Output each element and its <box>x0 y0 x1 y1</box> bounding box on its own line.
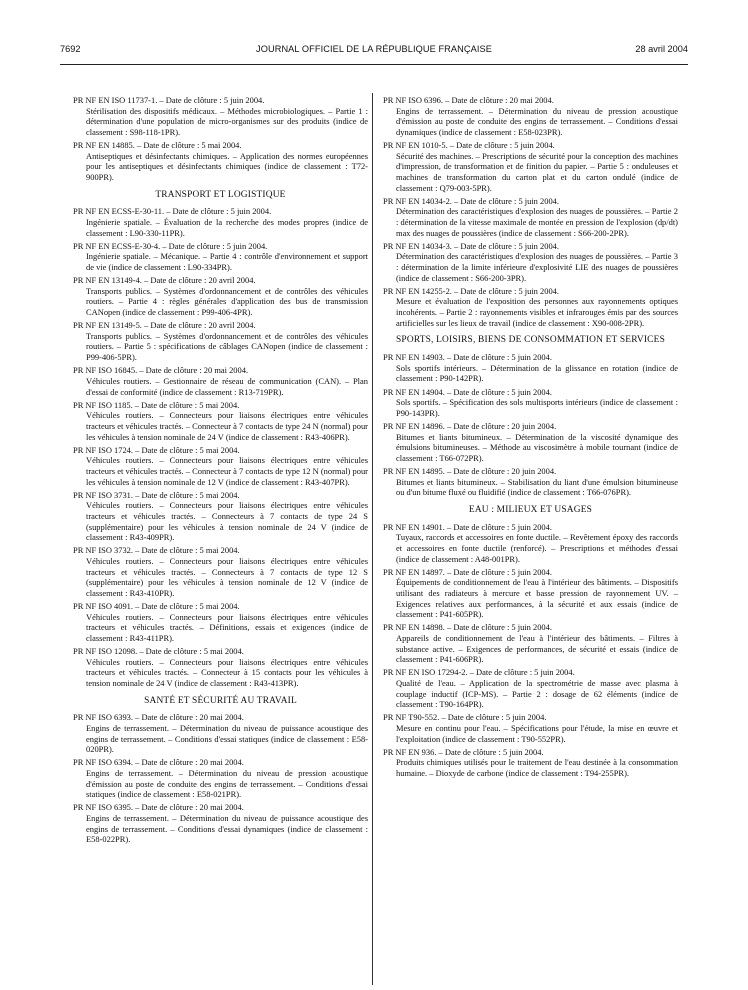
entry-reference: PR NF EN 14255-2. – Date de clôture : 5 juin 2004. <box>383 285 559 296</box>
entry-description: Qualité de l'eau. – Application de la spectrométrie de masse avec plasma à couplage inductif (ICP-MS). – Partie 2 : dosage de 62 éléments (indice de classement : T90-164PR). <box>396 678 678 710</box>
entry-description: Véhicules routiers. – Connecteurs pour liaisons électriques entre véhicules tracteurs et véhicules tractés. – Connecteurs à 7 contacts de type 24 S (supplémentaire) pour les véhicules à tension nominale de 24 V (indice de classement : R43-409PR). <box>86 500 368 543</box>
entry-reference: PR NF EN 14897. – Date de clôture : 5 juin 2004. <box>383 566 552 577</box>
standard-entry <box>383 466 678 498</box>
standard-entry <box>73 601 368 644</box>
entry-description: Bitumes et liants bitumineux. – Stabilisation du liant d'une émulsion bitumineuse ou d'un bitume fluxé ou fluidifié (indice de classement : T66-076PR). <box>396 476 678 498</box>
entry-description: Sols sportifs intérieurs. – Détermination de la glissance en rotation (indice de classement : P90-142PR). <box>396 362 678 384</box>
entry-reference: PR NF ISO 12098. – Date de clôture : 5 mai 2004. <box>73 645 244 656</box>
entry-reference: PR NF EN 14896. – Date de clôture : 20 juin 2004. <box>383 420 557 431</box>
section-heading: SANTÉ ET SÉCURITÉ AU TRAVAIL <box>144 695 297 706</box>
entry-reference: PR NF ISO 6393. – Date de clôture : 20 mai 2004. <box>73 712 244 723</box>
standard-entry <box>383 286 678 329</box>
entry-description: Véhicules routiers. – Connecteurs pour liaisons électriques entre véhicules tracteurs et véhicules tractés. – Connecteur à 7 contacts de type 12 N (normal) pour les véhicules à tension nominale de 12 V (indice de classement : R43-407PR). <box>86 455 368 487</box>
entry-description: Véhicules routiers. – Connecteurs pour liaisons électriques entre véhicules tracteurs et véhicules tractés. – Connecteur à 7 contacts de type 24 N (normal) pour les véhicules à tension nominale de 24 V (indice de classement : R43-406PR). <box>86 410 368 442</box>
entry-description: Produits chimiques utilisés pour le traitement de l'eau destinée à la consommation humaine. – Dioxyde de carbone (indice de classement : T94-255PR). <box>396 757 678 779</box>
standard-entry <box>73 95 368 138</box>
entry-reference: PR NF EN ECSS-E-30-11. – Date de clôture : 5 juin 2004. <box>73 206 272 217</box>
entry-description: Stérilisation des dispositifs médicaux. – Méthodes microbiologiques. – Partie 1 : détermination d'une population de micro-organismes sur des produits (indice de classement : S98-118-1PR). <box>86 105 368 137</box>
standard-entry <box>383 352 678 384</box>
entry-reference: PR NF EN ECSS-E-30-4. – Date de clôture : 5 juin 2004. <box>73 240 268 251</box>
entry-reference: PR NF T90-552. – Date de clôture : 5 juin 2004. <box>383 712 547 723</box>
entry-reference: PR NF EN 13149-5. – Date de clôture : 20 avril 2004. <box>73 320 256 331</box>
entry-reference: PR NF EN 14903. – Date de clôture : 5 juin 2004. <box>383 352 552 363</box>
entry-reference: PR NF EN 14034-3. – Date de clôture : 5 juin 2004. <box>383 240 559 251</box>
entry-description: Engins de terrassement. – Détermination du niveau de pression acoustique d'émission au poste de conduite des engins de terrassement. – Conditions d'essai dynamiques (indice de classement : E58-023PR). <box>396 105 678 137</box>
journal-title: JOURNAL OFFICIEL DE LA RÉPUBLIQUE FRANÇAISE <box>256 44 492 54</box>
standard-entry <box>383 140 678 193</box>
entry-reference: PR NF ISO 1185. – Date de clôture : 5 mai 2004. <box>73 399 240 410</box>
standard-entry <box>383 567 678 620</box>
entry-reference: PR NF ISO 6396. – Date de clôture : 20 mai 2004. <box>383 95 554 105</box>
entry-reference: PR NF EN 1010-5. – Date de clôture : 5 juin 2004. <box>383 140 555 151</box>
standard-entry <box>73 490 368 543</box>
entry-description: Engins de terrassement. – Détermination du niveau de pression acoustique d'émission au poste de conduite des engins de terrassement. – Conditions d'essai statiques (indice de classement : E58-021PR). <box>86 768 368 800</box>
entry-description: Antiseptiques et désinfectants chimiques. – Application des normes européennes pour les antiseptiques et désinfectants chimiques (indice de classement : T72-900PR). <box>86 150 368 182</box>
section-heading: SPORTS, LOISIRS, BIENS DE CONSOMMATION ET SERVICES <box>396 335 665 346</box>
page-number: 7692 <box>60 44 81 54</box>
entry-description: Mesure et évaluation de l'exposition des personnes aux rayonnements optiques incohérents. – Partie 2 : rayonnements visibles et infrarouges émis par des sources artificielles sur les lieux de travail (indice de classement : X90-008-2PR). <box>396 296 678 328</box>
standard-entry <box>73 757 368 800</box>
entry-reference: PR NF EN ISO 17294-2. – Date de clôture : 5 juin 2004. <box>383 667 575 678</box>
entry-description: Appareils de conditionnement de l'eau à l'intérieur des bâtiments. – Filtres à substance active. – Exigences de performances, de sécurité et essais (indice de classement : P41-606PR). <box>396 632 678 665</box>
standard-entry <box>73 802 368 845</box>
standard-entry <box>73 545 368 598</box>
entry-description: Sols sportifs. – Spécification des sols multisports intérieurs (indice de classement : P90-143PR). <box>396 397 678 418</box>
standard-entry <box>73 140 368 183</box>
right-column <box>383 95 678 781</box>
entry-reference: PR NF ISO 6395. – Date de clôture : 20 mai 2004. <box>73 802 244 813</box>
entry-description: Sécurité des machines. – Prescriptions de sécurité pour la conception des machines d'impression, de transformation et de finition du papier. – Partie 5 : onduleuses et machines de transformation du carton plat et du carton ondulé (indice de classement : Q79-003-5PR). <box>396 150 678 193</box>
entry-reference: PR NF EN 14034-2. – Date de clôture : 5 juin 2004. <box>383 195 559 206</box>
standard-entry <box>383 95 678 138</box>
entry-description: Détermination des caractéristiques d'explosion des nuages de poussières. – Partie 3 : détermination de la limite inférieure d'explosivité LIE des nuages de poussières (indice de classement : S66-200-3PR). <box>396 251 678 283</box>
column-divider <box>372 93 373 985</box>
entry-description: Engins de terrassement. – Détermination du niveau de puissance acoustique des engins de terrassement. – Conditions d'essai dynamiques (indice de classement : E58-022PR). <box>86 813 368 845</box>
entry-reference: PR NF EN 14885. – Date de clôture : 5 mai 2004. <box>73 140 242 151</box>
entry-description: Transports publics. – Systèmes d'ordonnancement et de contrôles des véhicules routiers. – Partie 5 : spécifications de câblages CANopen (indice de classement : P99-406-5PR). <box>86 330 368 363</box>
entry-reference: PR NF EN 14901. – Date de clôture : 5 juin 2004. <box>383 521 552 532</box>
entry-reference: PR NF EN 14904. – Date de clôture : 5 juin 2004. <box>383 386 552 397</box>
entry-description: Détermination des caractéristiques d'explosion des nuages de poussières. – Partie 2 : détermination de la vitesse maximale de montée en pression de l'explosion (dp/dt) max des nuages de poussières (indice de classement : S66-200-2PR). <box>396 206 678 238</box>
entry-description: Ingénierie spatiale. – Évaluation de la recherche des modes propres (indice de classement : L90-330-11PR). <box>86 217 368 238</box>
entry-description: Véhicules routiers. – Connecteurs pour liaisons électriques entre véhicules tracteurs et véhicules tractés. – Connecteur à 15 contacts pour les véhicules à tension nominale de 24 V (indice de classement : R43-413PR). <box>86 656 368 688</box>
entry-description: Équipements de conditionnement de l'eau à l'intérieur des bâtiments. – Dispositifs utilisant des radiateurs à mercure et basse pression de rayonnement UV. – Exigences relatives aux performances, à la sécurité et aux essais (indice de classement : P41-605PR). <box>396 577 678 620</box>
standard-entry <box>383 387 678 419</box>
section-heading: TRANSPORT ET LOGISTIQUE <box>155 189 286 200</box>
standard-entry <box>73 365 368 397</box>
entry-reference: PR NF EN 13149-4. – Date de clôture : 20 avril 2004. <box>73 275 256 286</box>
publication-date: 28 avril 2004 <box>635 44 688 54</box>
standard-entry <box>73 320 368 363</box>
entry-description: Engins de terrassement. – Détermination du niveau de puissance acoustique des engins de terrassement. – Conditions d'essai statiques (indice de classement : E58-020PR). <box>86 723 368 755</box>
entry-reference: PR NF ISO 3731. – Date de clôture : 5 mai 2004. <box>73 489 240 500</box>
entry-description: Tuyaux, raccords et accessoires en fonte ductile. – Revêtement époxy des raccords et accessoires en fonte ductile (renforcé). – Prescriptions et méthodes d'essai (indice de classement : A48-001PR). <box>396 532 678 564</box>
standard-entry <box>383 667 678 710</box>
entry-reference: PR NF ISO 6394. – Date de clôture : 20 mai 2004. <box>73 757 244 768</box>
entry-reference: PR NF ISO 4091. – Date de clôture : 5 mai 2004. <box>73 600 240 611</box>
entry-description: Véhicules routiers. – Connecteurs pour liaisons électriques entre véhicules tracteurs et véhicules tractés. – Définitions, essais et exigences (indice de classement : R43-411PR). <box>86 611 368 643</box>
entry-description: Transports publics. – Systèmes d'ordonnancement et de contrôles des véhicules routiers. – Partie 4 : règles générales d'application des bus de transmission CANopen (indice de classement : P99-406-4PR). <box>86 285 368 318</box>
standard-entry <box>73 241 368 273</box>
entry-description: Mesure en continu pour l'eau. – Spécifications pour l'étude, la mise en œuvre et l'exploitation (indice de classement : T90-552PR). <box>396 723 678 744</box>
left-column <box>73 95 368 847</box>
standard-entry <box>73 275 368 318</box>
entry-reference: PR NF ISO 1724. – Date de clôture : 5 mai 2004. <box>73 444 240 455</box>
entry-description: Véhicules routiers. – Connecteurs pour liaisons électriques entre véhicules tracteurs et véhicules tractés. – Connecteurs à 7 contacts de type 12 S (supplémentaire) pour les véhicules à tension nominale de 12 V (indice de classement : R43-410PR). <box>86 555 368 598</box>
standard-entry <box>73 712 368 755</box>
standard-entry <box>383 241 678 284</box>
standard-entry <box>383 622 678 665</box>
entry-description: Ingénierie spatiale. – Mécanique. – Partie 4 : contrôle d'environnement et support de vie (indice de classement : L90-334PR). <box>86 251 368 273</box>
entry-description: Bitumes et liants bitumineux. – Détermination de la viscosité dynamique des émulsions bitumineuses. – Méthode au viscosimètre à mobile tournant (indice de classement : T66-072PR). <box>396 431 678 463</box>
standard-entry <box>383 712 678 744</box>
header-rule <box>60 64 688 65</box>
entry-reference: PR NF ISO 16845. – Date de clôture : 20 mai 2004. <box>73 365 249 376</box>
page-header <box>60 44 688 58</box>
standard-entry <box>383 747 678 779</box>
entry-reference: PR NF ISO 3732. – Date de clôture : 5 mai 2004. <box>73 545 240 556</box>
entry-description: Véhicules routiers. – Gestionnaire de réseau de communication (CAN). – Plan d'essai de conformité (indice de classement : R13-719PR). <box>86 375 368 397</box>
standard-entry <box>73 646 368 689</box>
standard-entry <box>383 522 678 565</box>
section-heading: EAU : MILIEUX ET USAGES <box>468 504 593 515</box>
standard-entry <box>383 196 678 239</box>
entry-reference: PR NF EN 14895. – Date de clôture : 20 juin 2004. <box>383 465 557 476</box>
entry-reference: PR NF EN 936. – Date de clôture : 5 juin 2004. <box>383 746 544 757</box>
standard-entry <box>73 206 368 238</box>
standard-entry <box>73 445 368 488</box>
entry-reference: PR NF EN 14898. – Date de clôture : 5 juin 2004. <box>383 622 552 633</box>
standard-entry <box>73 400 368 443</box>
standard-entry <box>383 421 678 464</box>
entry-reference: PR NF EN ISO 11737-1. – Date de clôture : 5 juin 2004. <box>73 95 265 105</box>
